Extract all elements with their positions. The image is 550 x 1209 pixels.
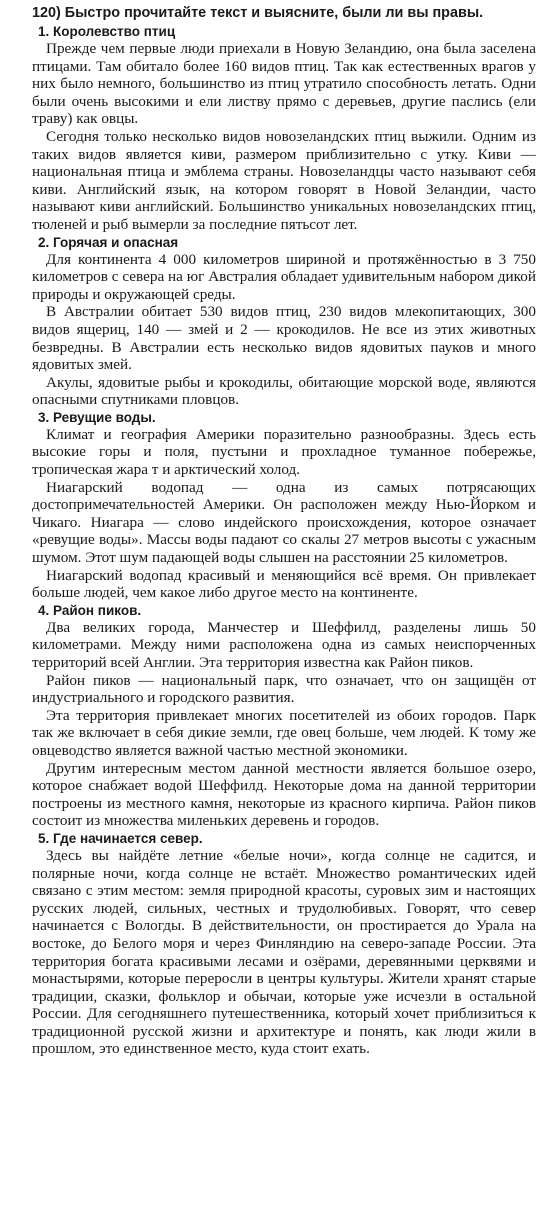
paragraph: Акулы, ядовитые рыбы и крокодилы, обитающие морской воде, являются опасными спутниками пловцов.	[32, 373, 536, 409]
paragraph: Для континента 4 000 километров шириной и протяжённостью в 3 750 километров с севера на юг Австралия обладает удивительным набором дикой природы и окружающей среды.	[32, 250, 536, 303]
paragraph: В Австралии обитает 530 видов птиц, 230 видов млекопитающих, 300 видов ящериц, 140 — змей и 2 — крокодилов. Не все из этих животных безвредны. В Австралии есть несколько видов ядовитых пауков и много ядовитых змей.	[32, 303, 536, 374]
exercise-title: 120) Быстро прочитайте текст и выясните, были ли вы правы.	[32, 5, 484, 21]
section-heading: 3. Ревущие воды.	[38, 409, 156, 425]
section-peak-district	[32, 602, 536, 830]
paragraph: Эта территория привлекает многих посетителей из обоих городов. Парк так же включает в себя дикие земли, где овец больше, чем людей. К тому же овцеводство является важной частью местной экономики.	[32, 706, 536, 759]
section-heading: 5. Где начинается север.	[38, 830, 203, 846]
paragraph: Сегодня только несколько видов новозеландских птиц выжили. Одним из таких видов является киви, размером приблизительно с утку. Киви — национальная птица и эмблема страны. Новозеландцы часто называют себя киви. Английский язык, на котором говорят в Новой Зеландии, часто называют киви английский. Большинство уникальных новозеландских птиц, тюленей и рыб вымерли за последние пятьсот лет.	[32, 127, 536, 233]
paragraph: Здесь вы найдёте летние «белые ночи», когда солнце не садится, и полярные ночи, когда солнце не встаёт. Множество романтических идей связано с этим местом: земля природной красоты, суровых зим и настоящих русских людей, сильных, честных и трудолюбивых. Говорят, что север начинается с Вологды. В действительности, он простирается до Урала на востоке, до Белого моря и через Финляндию на северо-западе России. Эта территория богата красивыми лесами и озёрами, деревянными церквями и монастырями, которые переросли в центры культуры. Жители хранят старые традиции, сказки, фольклор и обычаи, которые уже исчезли в остальной России. Для сегодняшнего путешественника, который хочет приблизиться к традиционной русской жизни и архитектуре и понять, как люди жили в прошлом, это единственное место, куда стоит ехать.	[32, 846, 536, 1058]
section-heading: 4. Район пиков.	[38, 602, 142, 618]
paragraph: Ниагарский водопад — одна из самых потрясающих достопримечательностей Америки. Он расположен между Нью-Йорком и Чикаго. Ниагара — слово индейского происхождения, которое означает «ревущие воды». Массы воды падают со скалы 27 метров высоты с ужасным шумом. Этот шум падающей воды слышен на расстоянии 25 километров.	[32, 478, 536, 567]
paragraph: Ниагарский водопад красивый и меняющийся всё время. Он привлекает больше людей, чем какое либо другое место на континенте.	[32, 566, 536, 602]
section-heading: 1. Королевство птиц	[38, 24, 176, 39]
section-where-north-begins	[32, 830, 536, 1058]
paragraph: Другим интересным местом данной местности является большое озеро, которое снабжает водой Шеффилд. Некоторые дома на данной территории построены из местного камня, некоторые из красного кирпича. Район пиков состоит из множества миленьких деревень и городов.	[32, 759, 536, 830]
paragraph: Климат и география Америки поразительно разнообразны. Здесь есть высокие горы и поля, пустыни и прохладное туманное побережье, тропическая жара т и арктический холод.	[32, 425, 536, 479]
paragraph: Два великих города, Манчестер и Шеффилд, разделены лишь 50 километрами. Между ними расположена одна из самых неиспорченных территорий всей Англии. Эта территория известна как Район пиков.	[32, 618, 536, 671]
paragraph: Район пиков — национальный парк, что означает, что он защищён от индустриального и городского развития.	[32, 671, 536, 707]
paragraph: Прежде чем первые люди приехали в Новую Зеландию, она была заселена птицами. Там обитало более 160 видов птиц. Так как естественных врагов у них было немного, большинство из птиц утратило способность летать. Одни были очень высокими и ели листву прямо с деревьев, другие паслись (ели траву) как овцы.	[32, 40, 536, 128]
section-hot-and-dangerous	[32, 234, 536, 409]
section-kingdom-of-birds	[32, 23, 536, 234]
section-heading: 2. Горячая и опасная	[38, 234, 179, 250]
section-roaring-waters	[32, 409, 536, 602]
